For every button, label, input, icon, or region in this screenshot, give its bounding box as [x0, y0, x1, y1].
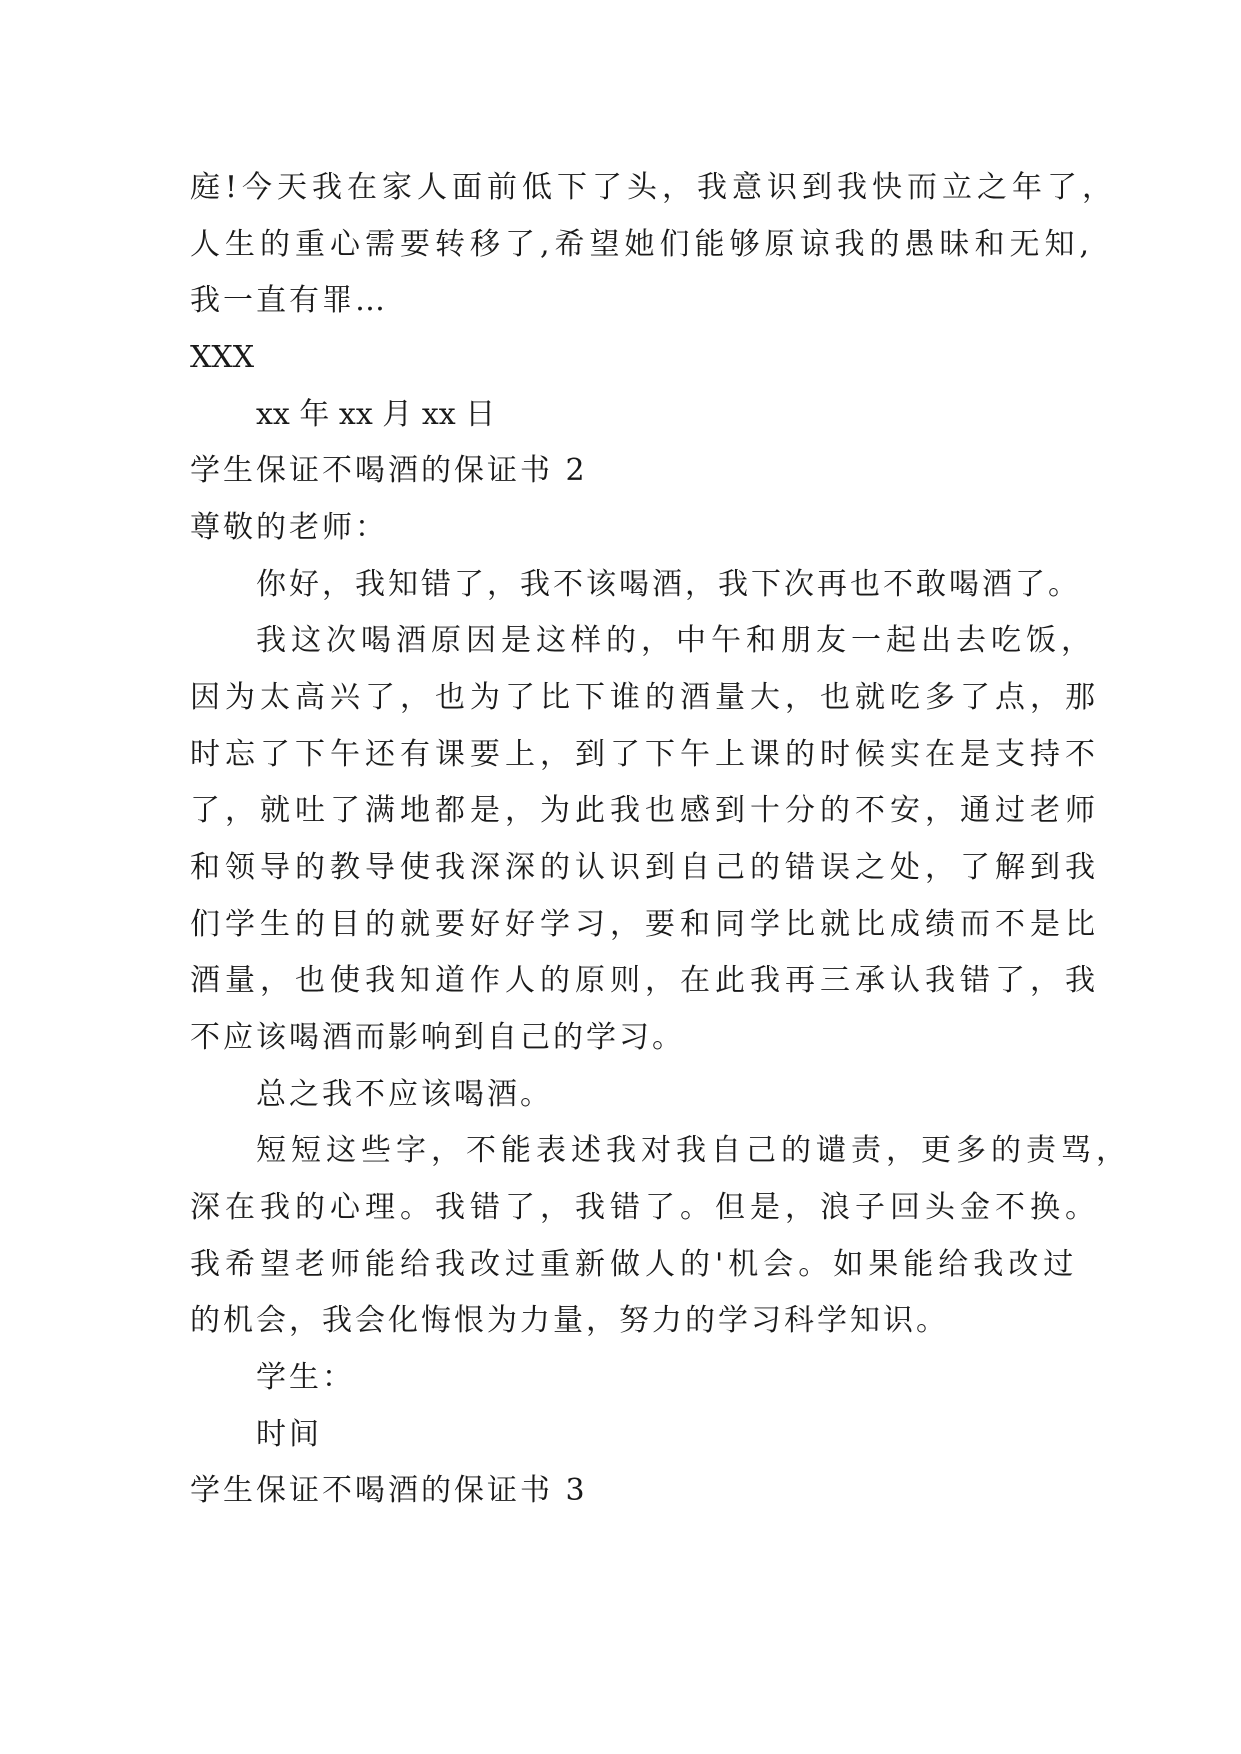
time-label: 时间 [256, 1417, 322, 1452]
text-line: 我一直有罪… [190, 283, 388, 318]
paragraph-line: 和领导的教导使我深深的认识到自己的错误之处，了解到我 [190, 850, 1100, 885]
paragraph-line: 时忘了下午还有课要上，到了下午上课的时候实在是支持不 [190, 737, 1100, 772]
paragraph-line: 不应该喝酒而影响到自己的学习。 [190, 1020, 685, 1055]
paragraph-line: 总之我不应该喝酒。 [256, 1077, 553, 1112]
salutation: 尊敬的老师： [190, 510, 388, 545]
paragraph-line: 短短这些字，不能表述我对我自己的谴责，更多的责骂， [256, 1133, 1131, 1168]
section-title: 学生保证不喝酒的保证书 2 [190, 453, 588, 488]
paragraph-line: 深在我的心理。我错了，我错了。但是，浪子回头金不换。 [190, 1190, 1100, 1225]
signature-name: XXX [190, 340, 255, 375]
paragraph-line: 我这次喝酒原因是这样的，中午和朋友一起出去吃饭， [256, 623, 1096, 658]
text-line: 庭!今天我在家人面前低下了头，我意识到我快而立之年了， [190, 170, 1118, 205]
paragraph-line: 你好，我知错了，我不该喝酒，我下次再也不敢喝酒了。 [256, 567, 1081, 602]
paragraph-line: 因为太高兴了，也为了比下谁的酒量大，也就吃多了点，那 [190, 680, 1100, 715]
paragraph-line: 了，就吐了满地都是，为此我也感到十分的不安，通过老师 [190, 793, 1100, 828]
text-line: 人生的重心需要转移了,希望她们能够原谅我的愚昧和无知, [190, 227, 1095, 262]
student-label: 学生： [256, 1360, 355, 1395]
signature-date: xx 年 xx 月 xx 日 [256, 397, 496, 432]
paragraph-line: 我希望老师能给我改过重新做人的'机会。如果能给我改过 [190, 1247, 1079, 1282]
paragraph-line: 们学生的目的就要好好学习，要和同学比就比成绩而不是比 [190, 907, 1100, 942]
paragraph-line: 的机会，我会化悔恨为力量，努力的学习科学知识。 [190, 1303, 949, 1338]
section-title: 学生保证不喝酒的保证书 3 [190, 1473, 588, 1508]
paragraph-line: 酒量，也使我知道作人的原则，在此我再三承认我错了，我 [190, 963, 1100, 998]
